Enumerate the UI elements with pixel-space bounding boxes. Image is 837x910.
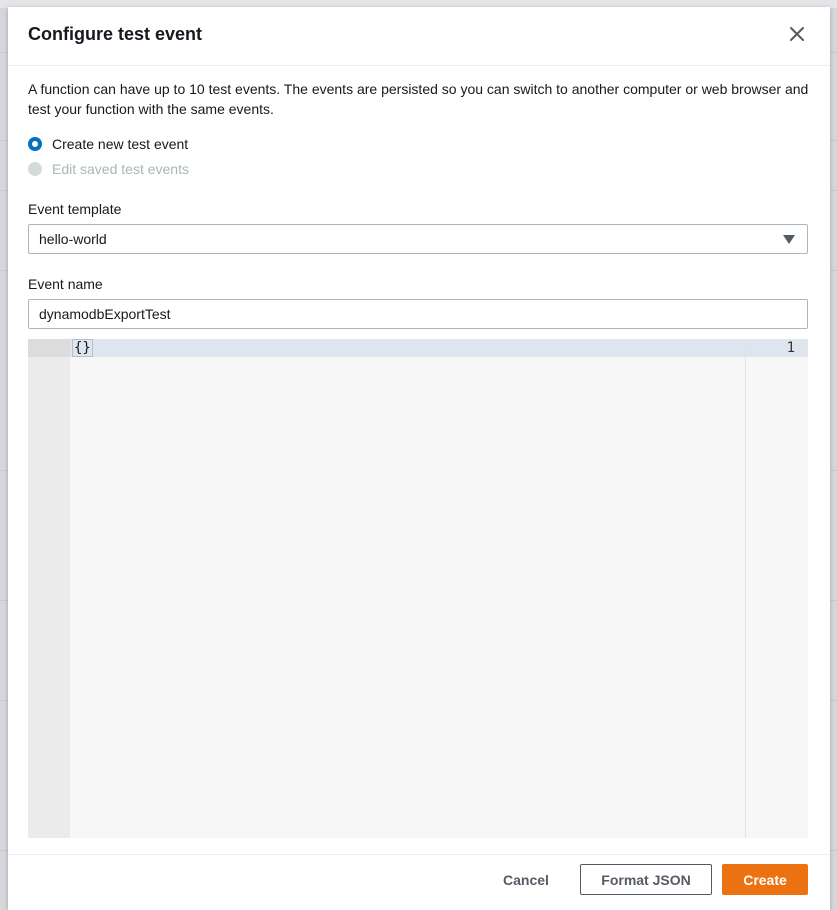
dialog-title: Configure test event xyxy=(28,24,203,44)
line-number: 1 xyxy=(786,340,795,356)
radio-create-new-test-event[interactable] xyxy=(28,134,188,154)
radio-button-checked[interactable] xyxy=(28,137,42,151)
event-template-select[interactable] xyxy=(28,224,808,254)
editor-print-margin xyxy=(745,339,746,838)
editor-active-line xyxy=(28,339,808,357)
configure-test-event-dialog xyxy=(8,7,830,910)
event-template-value: hello-world xyxy=(39,231,107,247)
event-name-input[interactable] xyxy=(28,299,808,329)
dialog-description: A function can have up to 10 test events. The events are persisted so you can switch to another computer or web browser and test your function with the same events. xyxy=(28,81,809,117)
format-json-button[interactable]: Format JSON xyxy=(580,864,712,895)
event-name-label: Event name xyxy=(28,276,103,292)
caret-down-icon xyxy=(783,235,795,244)
event-template-label: Event template xyxy=(28,201,122,217)
editor-active-line-gutter xyxy=(28,339,70,357)
json-code-editor[interactable] xyxy=(28,339,808,838)
radio-button-disabled[interactable] xyxy=(28,162,42,176)
radio-label-edit-saved: Edit saved test events xyxy=(52,161,189,177)
dialog-header xyxy=(8,7,830,66)
create-button[interactable]: Create xyxy=(722,864,808,895)
dialog-footer xyxy=(8,854,830,910)
editor-code-text[interactable]: {} xyxy=(74,340,91,356)
radio-label-create-new: Create new test event xyxy=(52,136,189,152)
editor-gutter xyxy=(28,339,70,838)
close-button[interactable] xyxy=(786,23,808,45)
radio-edit-saved-test-events[interactable] xyxy=(28,159,189,179)
close-icon xyxy=(786,23,808,45)
cancel-button[interactable]: Cancel xyxy=(503,871,549,888)
